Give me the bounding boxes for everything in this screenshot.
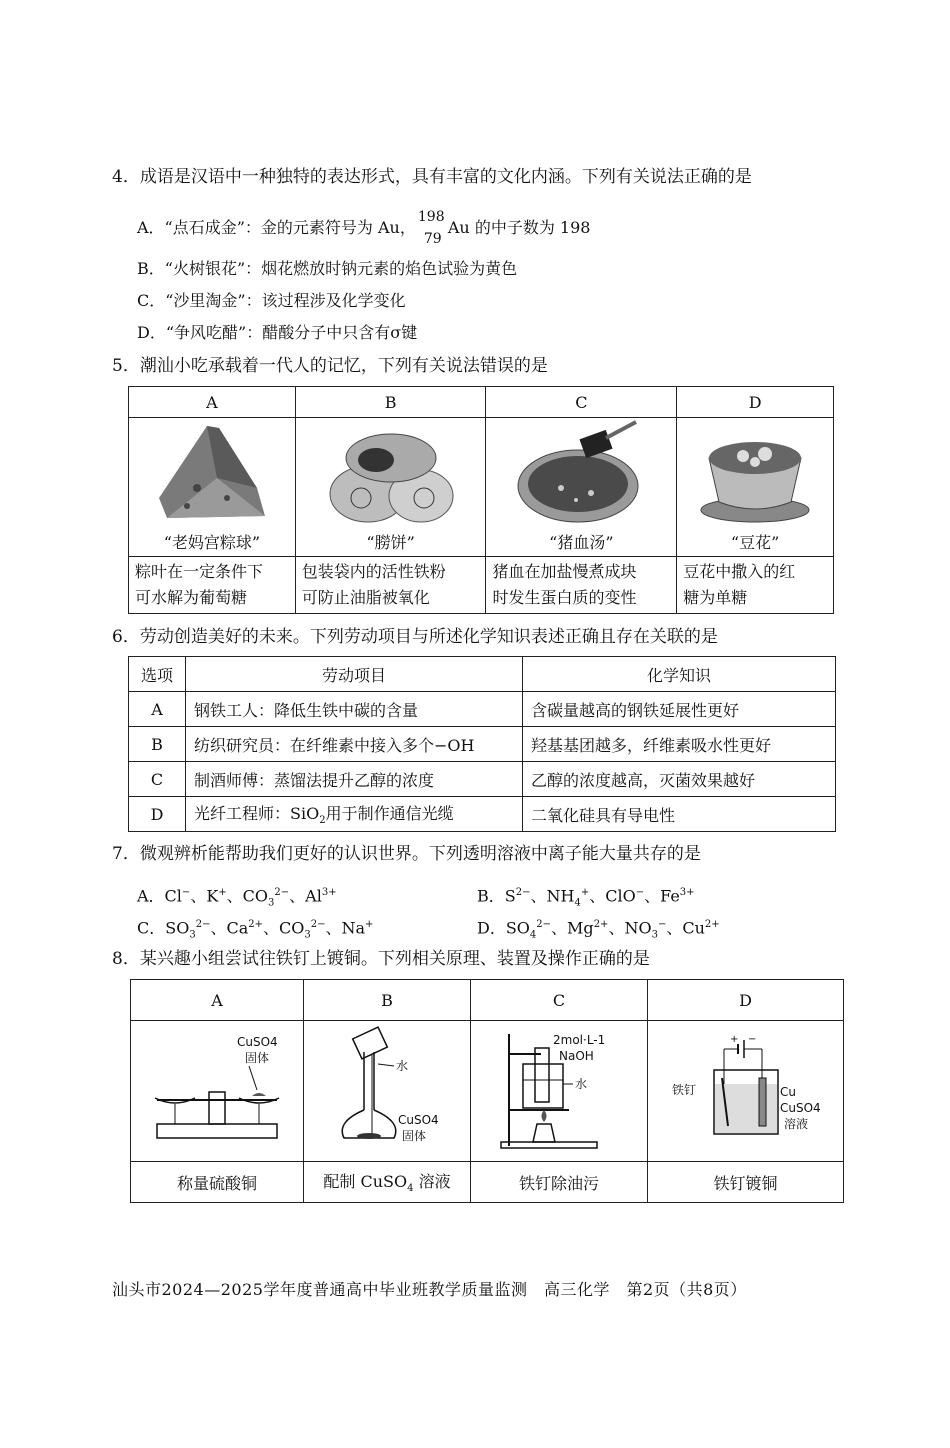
q8-col-d-letter: D <box>648 980 844 1021</box>
q4-option-c: C．“沙里淘金”：该过程涉及化学变化 <box>137 291 406 310</box>
q6-row-a-labor: 钢铁工人：降低生铁中碳的含量 <box>186 692 523 727</box>
q5-caption-d: “豆花” <box>730 533 780 552</box>
q8-figure-d <box>648 1021 844 1162</box>
balance-diagram <box>137 1024 297 1154</box>
q6-row-d-option: D <box>129 797 186 832</box>
q8-figure-c <box>471 1021 648 1162</box>
q5-caption-b: “朥饼” <box>366 533 415 552</box>
svg-text:水: 水 <box>396 1059 409 1073</box>
svg-text:CuSO4: CuSO4 <box>237 1035 278 1049</box>
q6-header-option: 选项 <box>129 657 186 692</box>
q6-row-d-chem: 二氧化硅具有导电性 <box>523 797 836 832</box>
q6-row-c-option: C <box>129 762 186 797</box>
q5-col-a-letter: A <box>129 387 296 418</box>
isotope-notation: 198 79 <box>417 209 445 247</box>
q5-caption-c: “猪血汤” <box>549 533 614 552</box>
zongzi-image <box>147 418 277 526</box>
q7-stem: 7．微观辨析能帮助我们更好的认识世界。下列透明溶液中离子能大量共存的是 <box>112 844 701 864</box>
q5-col-d-letter: D <box>677 387 834 418</box>
q8-col-b-letter: B <box>304 980 471 1021</box>
q8-col-a-letter: A <box>131 980 304 1021</box>
q7-option-a: A．Cl−、K+、$CO_3^{2-}$、$Al^{3+}$ <box>137 886 337 909</box>
heating-apparatus-diagram <box>479 1024 639 1154</box>
q6-header-chem: 化学知识 <box>523 657 836 692</box>
q5-photo-c <box>486 418 677 557</box>
q5-desc-c: 猪血在加盐慢煮成块 时发生蛋白质的变性 <box>486 557 677 614</box>
q8-stem: 8．某兴趣小组尝试往铁钉上镀铜。下列相关原理、装置及操作正确的是 <box>112 949 650 969</box>
q4-stem: 4．成语是汉语中一种独特的表达形式，具有丰富的文化内涵。下列有关说法正确的是 <box>112 167 752 187</box>
svg-text:2mol·L-1: 2mol·L-1 <box>553 1033 606 1047</box>
q6-row-d-labor: 光纤工程师：SiO$_2$用于制作通信光缆 <box>186 797 523 832</box>
svg-text:固体: 固体 <box>402 1129 427 1143</box>
q5-caption-a: “老妈宫粽球” <box>163 533 261 552</box>
electroplating-diagram <box>666 1024 826 1154</box>
q8-label-a: 称量硫酸铜 <box>131 1162 304 1203</box>
q5-desc-a: 粽叶在一定条件下 可水解为葡萄糖 <box>129 557 296 614</box>
q5-photo-a <box>129 418 296 557</box>
q6-header-labor: 劳动项目 <box>186 657 523 692</box>
svg-text:铁钉: 铁钉 <box>671 1083 696 1097</box>
douhua-image <box>695 418 815 526</box>
q8-label-c: 铁钉除油污 <box>471 1162 648 1203</box>
pig-blood-soup-image <box>506 418 656 526</box>
q4-option-a: A．“点石成金”：金的元素符号为 Au， 198 79 Au 的中子数为 198 <box>137 206 590 250</box>
svg-text:NaOH: NaOH <box>559 1049 594 1063</box>
q7-option-d: D．$SO_4^{2-}$、$Mg^{2+}$、$NO_3^-$、$Cu^{2+}$ <box>477 918 720 941</box>
q8-figure-a <box>131 1021 304 1162</box>
q5-photo-b <box>295 418 486 557</box>
q5-table <box>128 386 834 614</box>
q5-col-c-letter: C <box>486 387 677 418</box>
svg-text:溶液: 溶液 <box>783 1117 808 1131</box>
q5-stem: 5．潮汕小吃承载着一代人的记忆，下列有关说法错误的是 <box>112 356 548 376</box>
q7-option-b: B．$S^{2-}$、$NH_4^+$、ClO−、$Fe^{3+}$ <box>477 886 695 909</box>
q5-photo-d <box>677 418 834 557</box>
q6-row-b-labor: 纺织研究员：在纤维素中接入多个−OH <box>186 727 523 762</box>
q8-label-b: 配制 CuSO$_4$ 溶液 <box>304 1162 471 1203</box>
q8-col-c-letter: C <box>471 980 648 1021</box>
q6-table <box>128 656 836 832</box>
q8-table <box>130 979 844 1203</box>
svg-text:−: − <box>747 1034 756 1045</box>
mooncake-image <box>316 418 466 526</box>
svg-text:固体: 固体 <box>245 1051 270 1065</box>
q4-option-b: B．“火树银花”：烟花燃放时钠元素的焰色试验为黄色 <box>137 259 518 278</box>
q6-stem: 6．劳动创造美好的未来。下列劳动项目与所述化学知识表述正确且存在关联的是 <box>112 627 718 647</box>
q6-row-a-chem: 含碳量越高的钢铁延展性更好 <box>523 692 836 727</box>
q7-option-c: C．$SO_3^{2-}$、$Ca^{2+}$、$CO_3^{2-}$、Na+ <box>137 918 374 941</box>
svg-text:CuSO4: CuSO4 <box>779 1101 821 1115</box>
q6-row-b-chem: 羟基基团越多，纤维素吸水性更好 <box>523 727 836 762</box>
q5-desc-b: 包装袋内的活性铁粉 可防止油脂被氧化 <box>295 557 486 614</box>
q6-row-c-labor: 制酒师傅：蒸馏法提升乙醇的浓度 <box>186 762 523 797</box>
q5-col-b-letter: B <box>295 387 486 418</box>
q8-figure-b <box>304 1021 471 1162</box>
q5-desc-d: 豆花中撒入的红 糖为单糖 <box>677 557 834 614</box>
q6-row-c-chem: 乙醇的浓度越高，灭菌效果越好 <box>523 762 836 797</box>
q4-option-d: D．“争风吃醋”：醋酸分子中只含有σ键 <box>137 323 418 342</box>
q6-row-b-option: B <box>129 727 186 762</box>
page-footer: 汕头市2024—2025学年度普通高中毕业班教学质量监测 高三化学 第2页（共8页） <box>112 1280 747 1299</box>
volumetric-flask-diagram <box>312 1024 462 1154</box>
q6-row-a-option: A <box>129 692 186 727</box>
svg-text:+: + <box>729 1034 738 1045</box>
svg-text:水: 水 <box>575 1077 588 1091</box>
q8-label-d: 铁钉镀铜 <box>648 1162 844 1203</box>
svg-text:Cu: Cu <box>779 1085 796 1099</box>
svg-text:CuSO4: CuSO4 <box>398 1113 439 1127</box>
